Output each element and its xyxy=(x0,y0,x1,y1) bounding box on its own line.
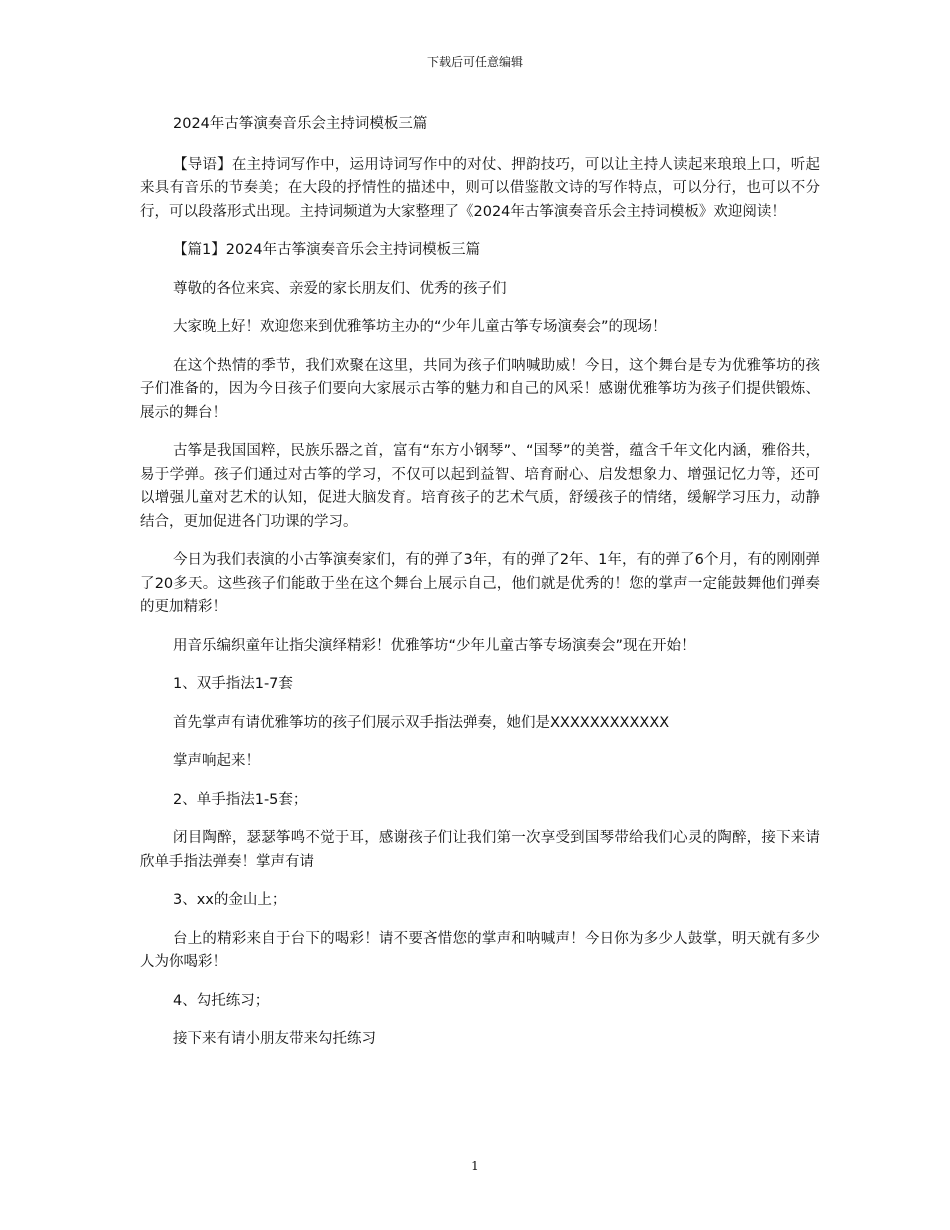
page-header-note: 下载后可任意编辑 xyxy=(426,55,523,69)
document-body xyxy=(140,113,820,1067)
intro-paragraph: 【导语】在主持词写作中，运用诗词写作中的对仗、押韵技巧，可以让主持人读起来琅琅上口，听起来具有音乐的节奏美；在大段的抒情性的描述中，则可以借鉴散文诗的写作特点，可以分行，也可以不分行，可以段落形式出现。主持词频道为大家整理了《2024年古筝演奏音乐会主持词模板》欢迎阅读！ xyxy=(140,156,820,220)
body-paragraph: 在这个热情的季节，我们欢聚在这里，共同为孩子们呐喊助威！今日，这个舞台是专为优雅筝坊的孩子们准备的，因为今日孩子们要向大家展示古筝的魅力和自己的风采！感谢优雅筝坊为孩子们提供锻炼、展示的舞台！ xyxy=(140,357,820,421)
program-item-heading: 3、xx的金山上； xyxy=(173,892,287,908)
body-paragraph: 大家晚上好！欢迎您来到优雅筝坊主办的“少年儿童古筝专场演奏会”的现场！ xyxy=(173,319,667,335)
body-paragraph: 今日为我们表演的小古筝演奏家们，有的弹了3年，有的弹了2年、1年，有的弹了6个月，有的刚刚弹了20多天。这些孩子们能敢于坐在这个舞台上展示自己，他们就是优秀的！您的掌声一定能鼓舞他们弹奏的更加精彩！ xyxy=(140,552,820,615)
program-item-heading: 1、双手指法1-7套 xyxy=(173,676,293,692)
section-heading: 【篇1】2024年古筝演奏音乐会主持词模板三篇 xyxy=(173,242,481,258)
document-title: 2024年古筝演奏音乐会主持词模板三篇 xyxy=(173,116,428,132)
page-number: 1 xyxy=(471,1159,479,1173)
program-item-heading: 2、单手指法1-5套； xyxy=(173,791,308,808)
program-item-heading: 4、勾托练习； xyxy=(173,992,270,1009)
body-paragraph: 接下来有请小朋友带来勾托练习 xyxy=(173,1031,376,1047)
body-paragraph: 尊敬的各位来宾、亲爱的家长朋友们、优秀的孩子们 xyxy=(173,280,507,297)
body-paragraph: 闭目陶醉，瑟瑟筝鸣不觉于耳，感谢孩子们让我们第一次享受到国琴带给我们心灵的陶醉，接下来请欣单手指法弹奏！掌声有请 xyxy=(140,830,820,870)
body-paragraph: 首先掌声有请优雅筝坊的孩子们展示双手指法弹奏，她们是XXXXXXXXXXXX xyxy=(173,714,670,731)
body-paragraph: 台上的精彩来自于台下的喝彩！请不要吝惜您的掌声和呐喊声！今日你为多少人鼓掌，明天就有多少人为你喝彩！ xyxy=(140,930,820,970)
body-paragraph: 用音乐编织童年让指尖演绎精彩！优雅筝坊“少年儿童古筝专场演奏会”现在开始！ xyxy=(173,637,696,654)
body-paragraph: 掌声响起来！ xyxy=(173,753,260,769)
body-paragraph: 古筝是我国国粹，民族乐器之首，富有“东方小钢琴”、“国琴”的美誉，蕴含千年文化内涵，雅俗共，易于学弹。孩子们通过对古筝的学习，不仅可以起到益智、培育耐心、启发想象力、增强记忆力等，还可以增强儿童对艺术的认知，促进大脑发育。培育孩子的艺术气质，舒缓孩子的情绪，缓解学习压力，动静结合，更加促进各门功课的学习。 xyxy=(140,443,820,530)
